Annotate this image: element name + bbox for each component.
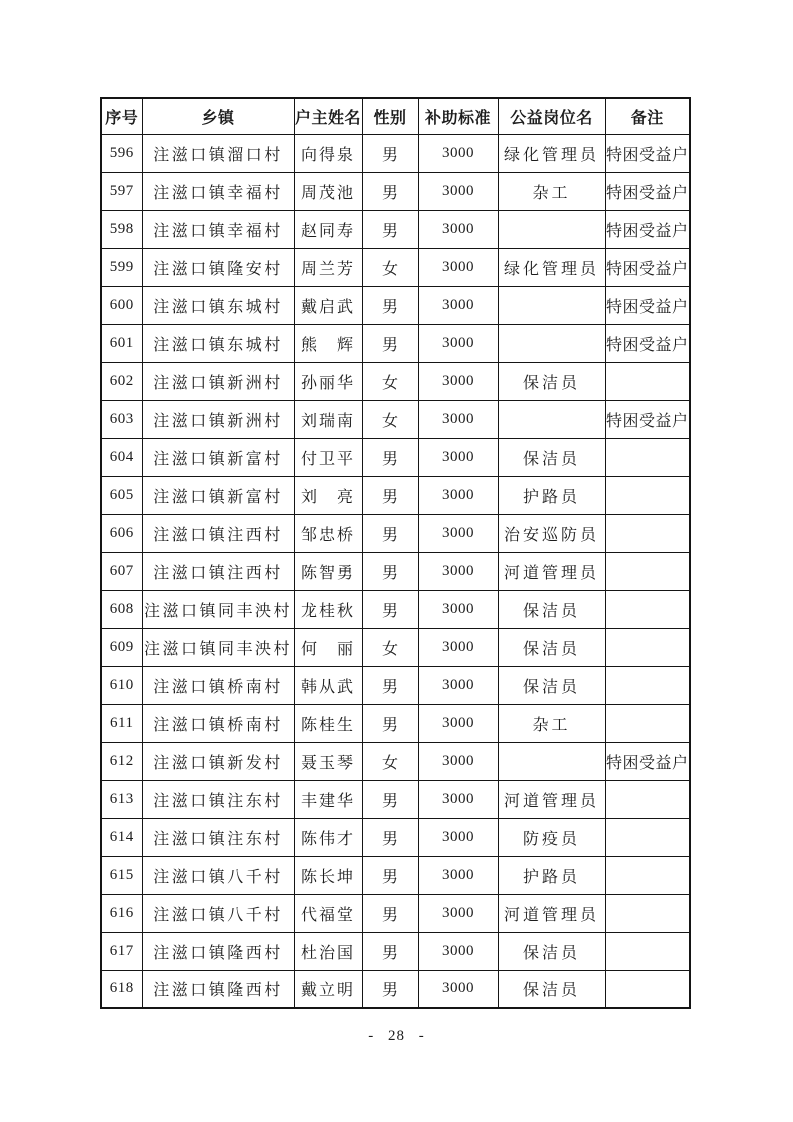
cell-position: 杂工 (498, 172, 605, 210)
table-row (101, 248, 690, 286)
cell-index: 597 (101, 172, 142, 210)
cell-remark (605, 362, 690, 400)
cell-remark: 特困受益户 (605, 742, 690, 780)
cell-index: 609 (101, 628, 142, 666)
cell-subsidy: 3000 (418, 856, 498, 894)
cell-remark: 特困受益户 (605, 210, 690, 248)
cell-subsidy: 3000 (418, 286, 498, 324)
cell-name: 陈智勇 (294, 552, 362, 590)
cell-township: 注滋口镇同丰泱村 (142, 628, 294, 666)
cell-index: 612 (101, 742, 142, 780)
cell-remark (605, 514, 690, 552)
cell-gender: 男 (362, 324, 418, 362)
table-row (101, 894, 690, 932)
cell-gender: 男 (362, 970, 418, 1008)
cell-position: 防疫员 (498, 818, 605, 856)
table-row (101, 438, 690, 476)
cell-township: 注滋口镇八千村 (142, 856, 294, 894)
cell-name: 赵同寿 (294, 210, 362, 248)
cell-gender: 女 (362, 628, 418, 666)
cell-name: 邹忠桥 (294, 514, 362, 552)
cell-index: 617 (101, 932, 142, 970)
cell-name: 周兰芳 (294, 248, 362, 286)
table-row (101, 362, 690, 400)
cell-index: 600 (101, 286, 142, 324)
cell-township: 注滋口镇桥南村 (142, 666, 294, 704)
cell-index: 616 (101, 894, 142, 932)
cell-index: 607 (101, 552, 142, 590)
cell-index: 618 (101, 970, 142, 1008)
cell-subsidy: 3000 (418, 134, 498, 172)
cell-township: 注滋口镇东城村 (142, 324, 294, 362)
cell-gender: 女 (362, 400, 418, 438)
cell-position: 绿化管理员 (498, 248, 605, 286)
cell-name: 聂玉琴 (294, 742, 362, 780)
cell-township: 注滋口镇新富村 (142, 438, 294, 476)
cell-gender: 男 (362, 286, 418, 324)
cell-name: 戴立明 (294, 970, 362, 1008)
cell-position (498, 286, 605, 324)
cell-position: 河道管理员 (498, 552, 605, 590)
table-header-row (101, 98, 690, 134)
cell-gender: 男 (362, 704, 418, 742)
cell-index: 610 (101, 666, 142, 704)
column-header-subsidy: 补助标准 (418, 98, 498, 134)
cell-subsidy: 3000 (418, 172, 498, 210)
cell-gender: 男 (362, 818, 418, 856)
cell-remark: 特困受益户 (605, 324, 690, 362)
table-row (101, 552, 690, 590)
cell-position: 河道管理员 (498, 780, 605, 818)
cell-remark (605, 780, 690, 818)
subsidy-roster-table (100, 97, 691, 1009)
cell-remark (605, 970, 690, 1008)
cell-position: 保洁员 (498, 628, 605, 666)
cell-township: 注滋口镇新富村 (142, 476, 294, 514)
cell-township: 注滋口镇幸福村 (142, 172, 294, 210)
column-header-name: 户主姓名 (294, 98, 362, 134)
cell-position: 护路员 (498, 476, 605, 514)
cell-remark (605, 704, 690, 742)
cell-position: 杂工 (498, 704, 605, 742)
cell-position (498, 742, 605, 780)
cell-gender: 男 (362, 894, 418, 932)
cell-remark: 特困受益户 (605, 172, 690, 210)
cell-remark (605, 590, 690, 628)
table-row (101, 476, 690, 514)
cell-gender: 女 (362, 248, 418, 286)
cell-name: 周茂池 (294, 172, 362, 210)
cell-remark (605, 818, 690, 856)
cell-remark: 特困受益户 (605, 134, 690, 172)
cell-gender: 男 (362, 514, 418, 552)
cell-remark: 特困受益户 (605, 400, 690, 438)
cell-position: 保洁员 (498, 666, 605, 704)
table-row (101, 742, 690, 780)
cell-remark: 特困受益户 (605, 248, 690, 286)
table-row (101, 856, 690, 894)
cell-gender: 男 (362, 210, 418, 248)
cell-township: 注滋口镇新洲村 (142, 400, 294, 438)
cell-subsidy: 3000 (418, 210, 498, 248)
cell-position (498, 324, 605, 362)
cell-subsidy: 3000 (418, 514, 498, 552)
cell-name: 陈桂生 (294, 704, 362, 742)
cell-index: 611 (101, 704, 142, 742)
cell-position: 保洁员 (498, 970, 605, 1008)
cell-index: 615 (101, 856, 142, 894)
column-header-index: 序号 (101, 98, 142, 134)
cell-position (498, 210, 605, 248)
cell-subsidy: 3000 (418, 666, 498, 704)
cell-remark (605, 856, 690, 894)
cell-index: 603 (101, 400, 142, 438)
cell-position: 保洁员 (498, 932, 605, 970)
cell-index: 614 (101, 818, 142, 856)
cell-index: 596 (101, 134, 142, 172)
cell-position: 护路员 (498, 856, 605, 894)
cell-gender: 女 (362, 742, 418, 780)
cell-position: 保洁员 (498, 438, 605, 476)
cell-subsidy: 3000 (418, 362, 498, 400)
cell-subsidy: 3000 (418, 628, 498, 666)
cell-gender: 男 (362, 552, 418, 590)
cell-remark (605, 666, 690, 704)
cell-remark (605, 628, 690, 666)
cell-position: 绿化管理员 (498, 134, 605, 172)
cell-index: 605 (101, 476, 142, 514)
cell-name: 代福堂 (294, 894, 362, 932)
cell-gender: 男 (362, 932, 418, 970)
cell-index: 602 (101, 362, 142, 400)
cell-gender: 男 (362, 134, 418, 172)
cell-subsidy: 3000 (418, 248, 498, 286)
cell-index: 599 (101, 248, 142, 286)
cell-remark: 特困受益户 (605, 286, 690, 324)
cell-position: 保洁员 (498, 362, 605, 400)
table-row (101, 666, 690, 704)
column-header-remark: 备注 (605, 98, 690, 134)
cell-township: 注滋口镇桥南村 (142, 704, 294, 742)
cell-name: 付卫平 (294, 438, 362, 476)
cell-subsidy: 3000 (418, 894, 498, 932)
cell-subsidy: 3000 (418, 970, 498, 1008)
cell-position: 河道管理员 (498, 894, 605, 932)
table-row (101, 134, 690, 172)
cell-gender: 男 (362, 590, 418, 628)
cell-gender: 男 (362, 476, 418, 514)
cell-township: 注滋口镇溜口村 (142, 134, 294, 172)
column-header-township: 乡镇 (142, 98, 294, 134)
table-row (101, 590, 690, 628)
cell-township: 注滋口镇八千村 (142, 894, 294, 932)
cell-township: 注滋口镇注西村 (142, 552, 294, 590)
cell-remark (605, 894, 690, 932)
cell-remark (605, 438, 690, 476)
cell-remark (605, 476, 690, 514)
cell-remark (605, 552, 690, 590)
table-row (101, 286, 690, 324)
table-row (101, 400, 690, 438)
cell-subsidy: 3000 (418, 476, 498, 514)
table-row (101, 628, 690, 666)
cell-township: 注滋口镇隆西村 (142, 932, 294, 970)
table-row (101, 324, 690, 362)
cell-township: 注滋口镇注东村 (142, 780, 294, 818)
cell-name: 刘 亮 (294, 476, 362, 514)
page-number: - 28 - (368, 1028, 425, 1044)
cell-township: 注滋口镇隆西村 (142, 970, 294, 1008)
cell-name: 孙丽华 (294, 362, 362, 400)
cell-subsidy: 3000 (418, 704, 498, 742)
cell-subsidy: 3000 (418, 400, 498, 438)
cell-gender: 男 (362, 666, 418, 704)
table-row (101, 780, 690, 818)
cell-name: 陈长坤 (294, 856, 362, 894)
cell-name: 向得泉 (294, 134, 362, 172)
cell-index: 608 (101, 590, 142, 628)
cell-subsidy: 3000 (418, 742, 498, 780)
column-header-gender: 性别 (362, 98, 418, 134)
column-header-position: 公益岗位名 (498, 98, 605, 134)
cell-name: 陈伟才 (294, 818, 362, 856)
cell-position: 治安巡防员 (498, 514, 605, 552)
cell-subsidy: 3000 (418, 818, 498, 856)
cell-township: 注滋口镇注西村 (142, 514, 294, 552)
cell-index: 613 (101, 780, 142, 818)
table-row (101, 932, 690, 970)
table-row (101, 514, 690, 552)
cell-township: 注滋口镇注东村 (142, 818, 294, 856)
cell-gender: 男 (362, 438, 418, 476)
cell-gender: 男 (362, 780, 418, 818)
cell-index: 601 (101, 324, 142, 362)
cell-township: 注滋口镇同丰泱村 (142, 590, 294, 628)
cell-name: 丰建华 (294, 780, 362, 818)
cell-position: 保洁员 (498, 590, 605, 628)
cell-remark (605, 932, 690, 970)
cell-index: 606 (101, 514, 142, 552)
cell-subsidy: 3000 (418, 590, 498, 628)
cell-township: 注滋口镇幸福村 (142, 210, 294, 248)
cell-position (498, 400, 605, 438)
cell-gender: 男 (362, 172, 418, 210)
cell-subsidy: 3000 (418, 552, 498, 590)
cell-name: 戴启武 (294, 286, 362, 324)
table-row (101, 704, 690, 742)
cell-name: 杜治国 (294, 932, 362, 970)
table-row (101, 818, 690, 856)
table-row (101, 172, 690, 210)
cell-name: 刘瑞南 (294, 400, 362, 438)
table-row (101, 210, 690, 248)
cell-subsidy: 3000 (418, 780, 498, 818)
cell-township: 注滋口镇隆安村 (142, 248, 294, 286)
cell-name: 熊 辉 (294, 324, 362, 362)
cell-gender: 女 (362, 362, 418, 400)
cell-name: 韩从武 (294, 666, 362, 704)
cell-subsidy: 3000 (418, 438, 498, 476)
cell-township: 注滋口镇东城村 (142, 286, 294, 324)
cell-subsidy: 3000 (418, 932, 498, 970)
cell-township: 注滋口镇新发村 (142, 742, 294, 780)
cell-name: 何 丽 (294, 628, 362, 666)
cell-township: 注滋口镇新洲村 (142, 362, 294, 400)
table-row (101, 970, 690, 1008)
cell-name: 龙桂秋 (294, 590, 362, 628)
cell-gender: 男 (362, 856, 418, 894)
cell-subsidy: 3000 (418, 324, 498, 362)
cell-index: 604 (101, 438, 142, 476)
cell-index: 598 (101, 210, 142, 248)
